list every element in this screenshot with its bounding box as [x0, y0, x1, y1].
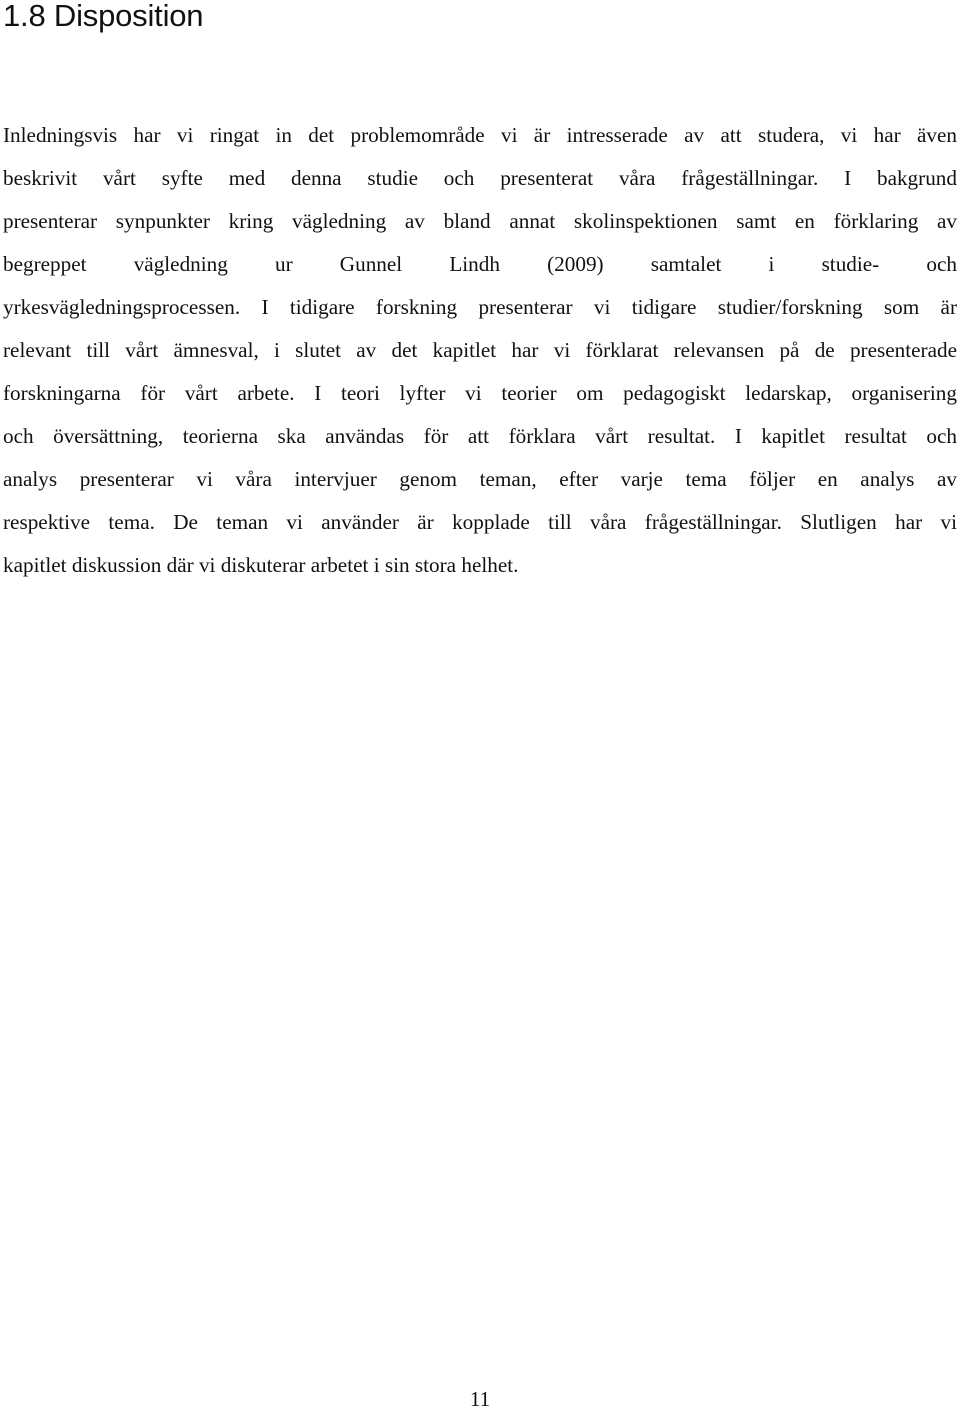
paragraph-line: forskningarna för vårt arbete. I teori lyfter vi teorier om pedagogiskt ledarskap, organisering — [3, 381, 957, 405]
paragraph-line: kapitlet diskussion där vi diskuterar arbetet i sin stora helhet. — [3, 553, 519, 577]
paragraph-line: begreppet vägledning ur Gunnel Lindh (2009) samtalet i studie- och — [3, 252, 957, 276]
page-number: 11 — [469, 1387, 491, 1411]
paragraph-line: respektive tema. De teman vi använder är kopplade till våra frågeställningar. Slutligen har vi — [3, 510, 957, 534]
paragraph-line: yrkesvägledningsprocessen. I tidigare forskning presenterar vi tidigare studier/forskning som är — [3, 295, 957, 319]
paragraph-line: Inledningsvis har vi ringat in det problemområde vi är intresserade av att studera, vi har även — [3, 123, 957, 147]
section-heading: 1.8 Disposition — [3, 0, 204, 33]
paragraph-line: analys presenterar vi våra intervjuer genom teman, efter varje tema följer en analys av — [3, 467, 957, 491]
paragraph-line: relevant till vårt ämnesval, i slutet av det kapitlet har vi förklarat relevansen på de presenterade — [3, 338, 957, 362]
paragraph-line: beskrivit vårt syfte med denna studie och presenterat våra frågeställningar. I bakgrund — [3, 166, 957, 190]
paragraph-line: och översättning, teorierna ska användas för att förklara vårt resultat. I kapitlet resultat och — [3, 424, 957, 448]
paragraph-line: presenterar synpunkter kring vägledning av bland annat skolinspektionen samt en förklaring av — [3, 209, 957, 233]
body-paragraph — [3, 114, 957, 587]
